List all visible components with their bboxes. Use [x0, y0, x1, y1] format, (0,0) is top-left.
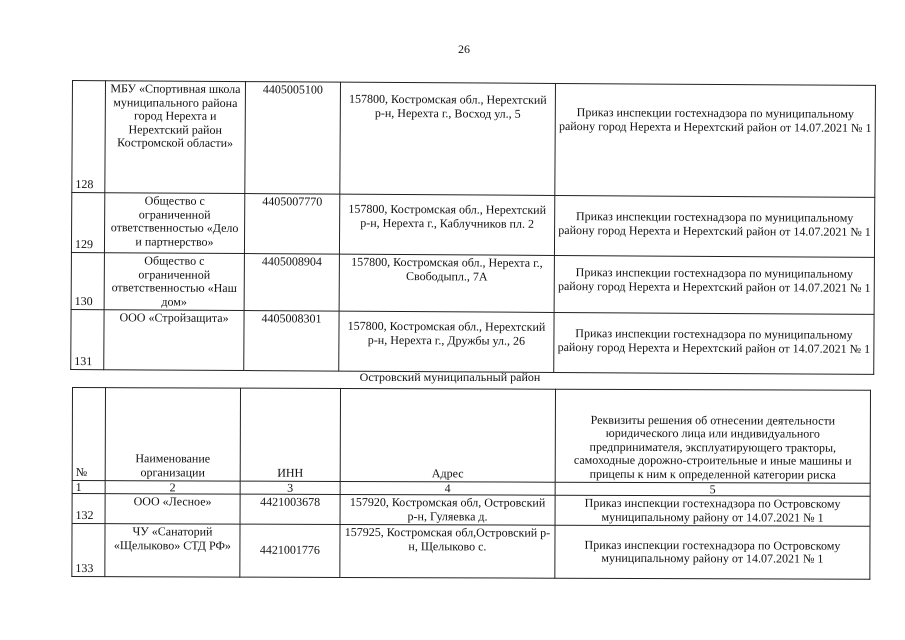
org-address: 157800, Костромская обл., Нерехтский р-н, Нерехта г., Каблучников пл. 2 — [339, 194, 554, 255]
org-inn: 4405008301 — [244, 311, 339, 372]
org-inn: 4405005100 — [245, 82, 341, 195]
table-row — [71, 193, 874, 258]
org-address: 157800, Костромская обл., Нерехтский р-н, Нерехта г., Дружбы ул., 26 — [339, 311, 554, 372]
org-inn: 4421003678 — [240, 494, 340, 524]
org-address: 157800, Костромская обл., Нерехта г., Свободыпл., 7А — [339, 254, 554, 312]
header-row — [72, 388, 870, 484]
org-decision: Приказ инспекции гостехнадзора по Островскому муниципальному району от 14.07.2021 № 1 — [555, 525, 870, 579]
header-address: Адрес — [340, 388, 555, 482]
page-number: 26 — [458, 42, 470, 56]
org-name: ООО «Лесное» — [105, 494, 240, 524]
org-decision: Приказ инспекции гостехнадзора по муниципальному району город Нерехта и Нерехтский район от 14.07.2021 № 1 — [555, 83, 876, 197]
row-number: 132 — [72, 494, 105, 524]
index-cell: 3 — [240, 481, 340, 494]
organizations-table-nerekhta — [70, 80, 876, 375]
org-name: Общество с ограниченной ответственностью «Наш дом» — [104, 253, 244, 311]
org-address: 157920, Костромская обл, Островский р-н, Гуляевка д. — [340, 494, 555, 525]
org-inn: 4421001776 — [240, 524, 340, 577]
table-row — [72, 494, 870, 527]
index-cell: 4 — [340, 481, 555, 495]
org-name: ЧУ «Санаторий «Щелыково» СТД РФ» — [105, 524, 240, 577]
org-inn: 4405007770 — [244, 194, 339, 255]
header-inn: ИНН — [240, 388, 340, 481]
org-inn: 4405008904 — [244, 254, 339, 312]
org-address: 157800, Костромская обл., Нерехтский р-н, Нерехта г., Восход ул., 5 — [340, 82, 556, 195]
org-decision: Приказ инспекции гостехнадзора по муниципальному району город Нерехта и Нерехтский район от 14.07.2021 № 1 — [554, 312, 874, 374]
index-cell: 2 — [105, 481, 240, 494]
table-row — [72, 524, 870, 580]
org-name: Общество с ограниченной ответственностью «Дело и партнерство» — [104, 193, 244, 254]
org-decision: Приказ инспекции гостехнадзора по муниципальному району город Нерехта и Нерехтский район от 14.07.2021 № 1 — [554, 255, 874, 314]
org-name: МБУ «Спортивная школа муниципального района город Нерехта и Нерехтский район Костромской области» — [105, 81, 246, 194]
table-row — [72, 81, 876, 198]
table-row — [71, 252, 874, 314]
org-decision: Приказ инспекции гостехнадзора по Островскому муниципальному району от 14.07.2021 № 1 — [555, 495, 870, 526]
org-decision: Приказ инспекции гостехнадзора по муниципальному району город Нерехта и Нерехтский район от 14.07.2021 № 1 — [554, 195, 874, 257]
org-address: 157925, Костромская обл,Островский р-н, Щелыково с. — [340, 524, 555, 578]
row-number: 129 — [71, 193, 104, 253]
header-number: № — [72, 388, 105, 481]
row-number: 131 — [71, 309, 104, 369]
row-number: 130 — [71, 252, 104, 309]
organizations-table-ostrovsky — [71, 387, 871, 580]
row-number: 128 — [72, 81, 106, 193]
header-name: Наименование организации — [105, 388, 240, 481]
index-cell: 1 — [72, 481, 105, 494]
table-row — [71, 309, 874, 374]
index-cell: 5 — [555, 482, 870, 496]
section-title: Островский муниципальный район — [359, 370, 541, 384]
header-decision: Реквизиты решения об отнесении деятельности юридического лица или индивидуального предпринимателя, эксплуатирующего тракторы, самоходные дорожно-строительные и иные машины и прицепы к ним к определенной категории риска — [555, 389, 870, 483]
org-name: ООО «Стройзащита» — [104, 310, 244, 371]
row-number: 133 — [72, 524, 105, 577]
